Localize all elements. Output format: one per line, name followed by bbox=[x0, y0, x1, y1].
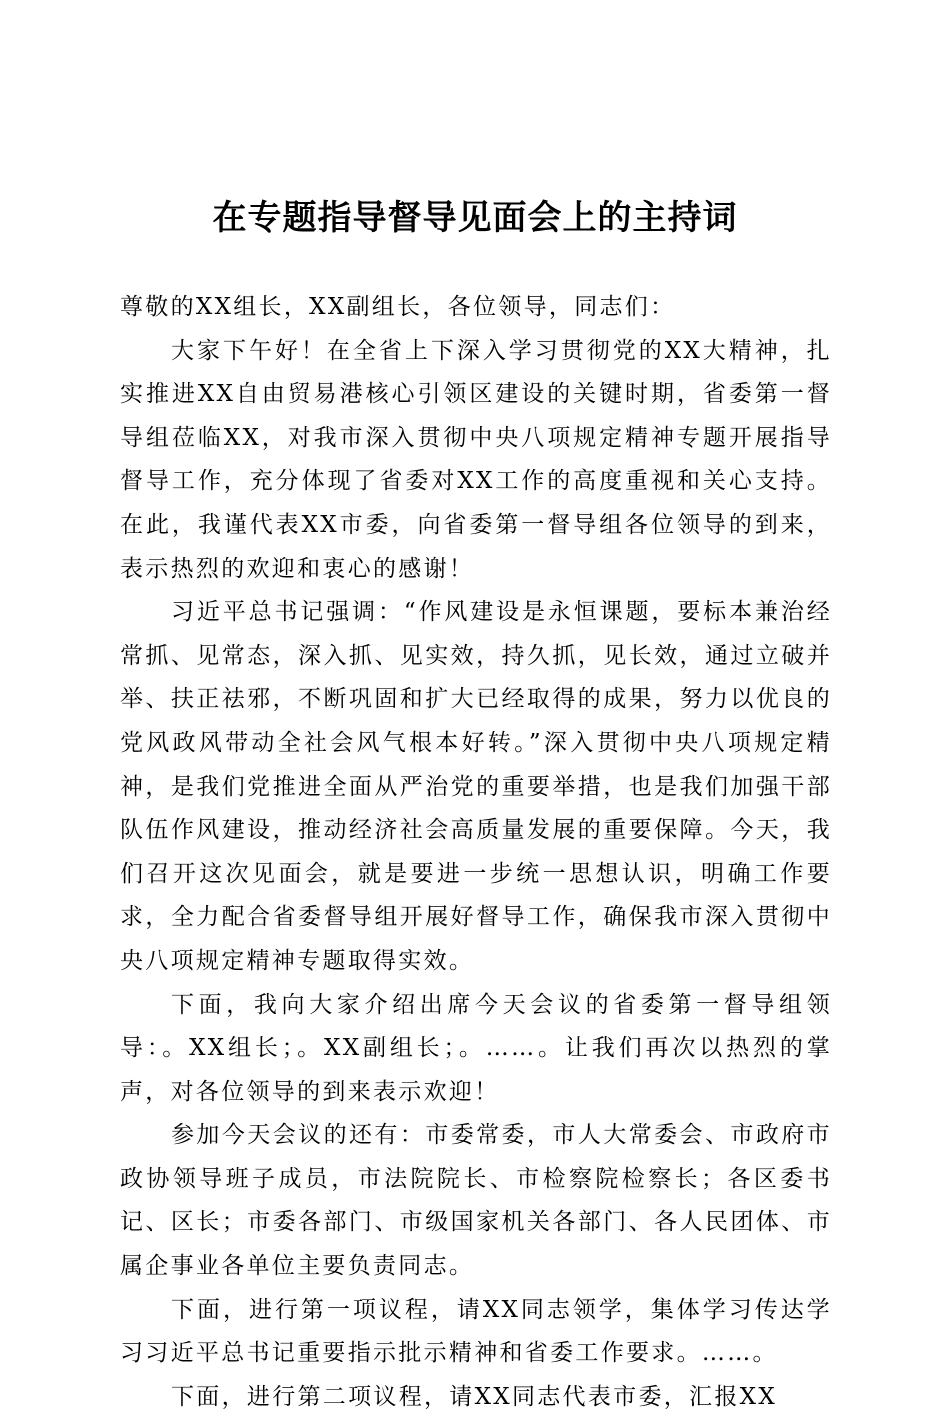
paragraph-quote: 习近平总书记强调：“作风建设是永恒课题，要标本兼治经常抓、见常态，深入抓、见实效，持久抓，见长效，通过立破并举、扶正祛邪，不断巩固和扩大已经取得的成果，努力以优良的党风政风带动全社会风气根本好转。”深入贯彻中央八项规定精神，是我们党推进全面从严治党的重要举措，也是我们加强干部队伍作风建设，推动经济社会高质量发展的重要保障。今天，我们召开这次见面会，就是要进一步统一思想认识，明确工作要求，全力配合省委督导组开展好督导工作，确保我市深入贯彻中央八项规定精神专题取得实效。 bbox=[120, 599, 832, 974]
document-title: 在专题指导督导见面会上的主持词 bbox=[212, 198, 738, 238]
paragraph-salutation: 尊敬的XX组长，XX副组长，各位领导，同志们： bbox=[120, 294, 676, 320]
paragraph-attendees: 参加今天会议的还有：市委常委，市人大常委会、市政府市政协领导班子成员，市法院院长、市检察院检察长；各区委书记、区长；市委各部门、市级国家机关各部门、各人民团体、市属企事业各单位主要负责同志。 bbox=[120, 1122, 832, 1280]
paragraph-introduction: 下面，我向大家介绍出席今天会议的省委第一督导组领导：。XX组长；。XX副组长；。……。让我们再次以热烈的掌声，对各位领导的到来表示欢迎！ bbox=[120, 991, 832, 1105]
paragraph-welcome: 大家下午好！在全省上下深入学习贯彻党的XX大精神，扎实推进XX自由贸易港核心引领区建设的关键时期，省委第一督导组莅临XX，对我市深入贯彻中央八项规定精神专题开展指导督导工作，充分体现了省委对XX工作的高度重视和关心支持。在此，我谨代表XX市委，向省委第一督导组各位领导的到来，表示热烈的欢迎和衷心的感谢！ bbox=[120, 337, 832, 582]
paragraph-agenda-1: 下面，进行第一项议程，请XX同志领学，集体学习传达学习习近平总书记重要指示批示精神和省委工作要求。……。 bbox=[120, 1296, 832, 1367]
document-body bbox=[120, 286, 832, 1419]
paragraph-agenda-2: 下面，进行第二项议程，请XX同志代表市委，汇报XX bbox=[171, 1383, 777, 1410]
